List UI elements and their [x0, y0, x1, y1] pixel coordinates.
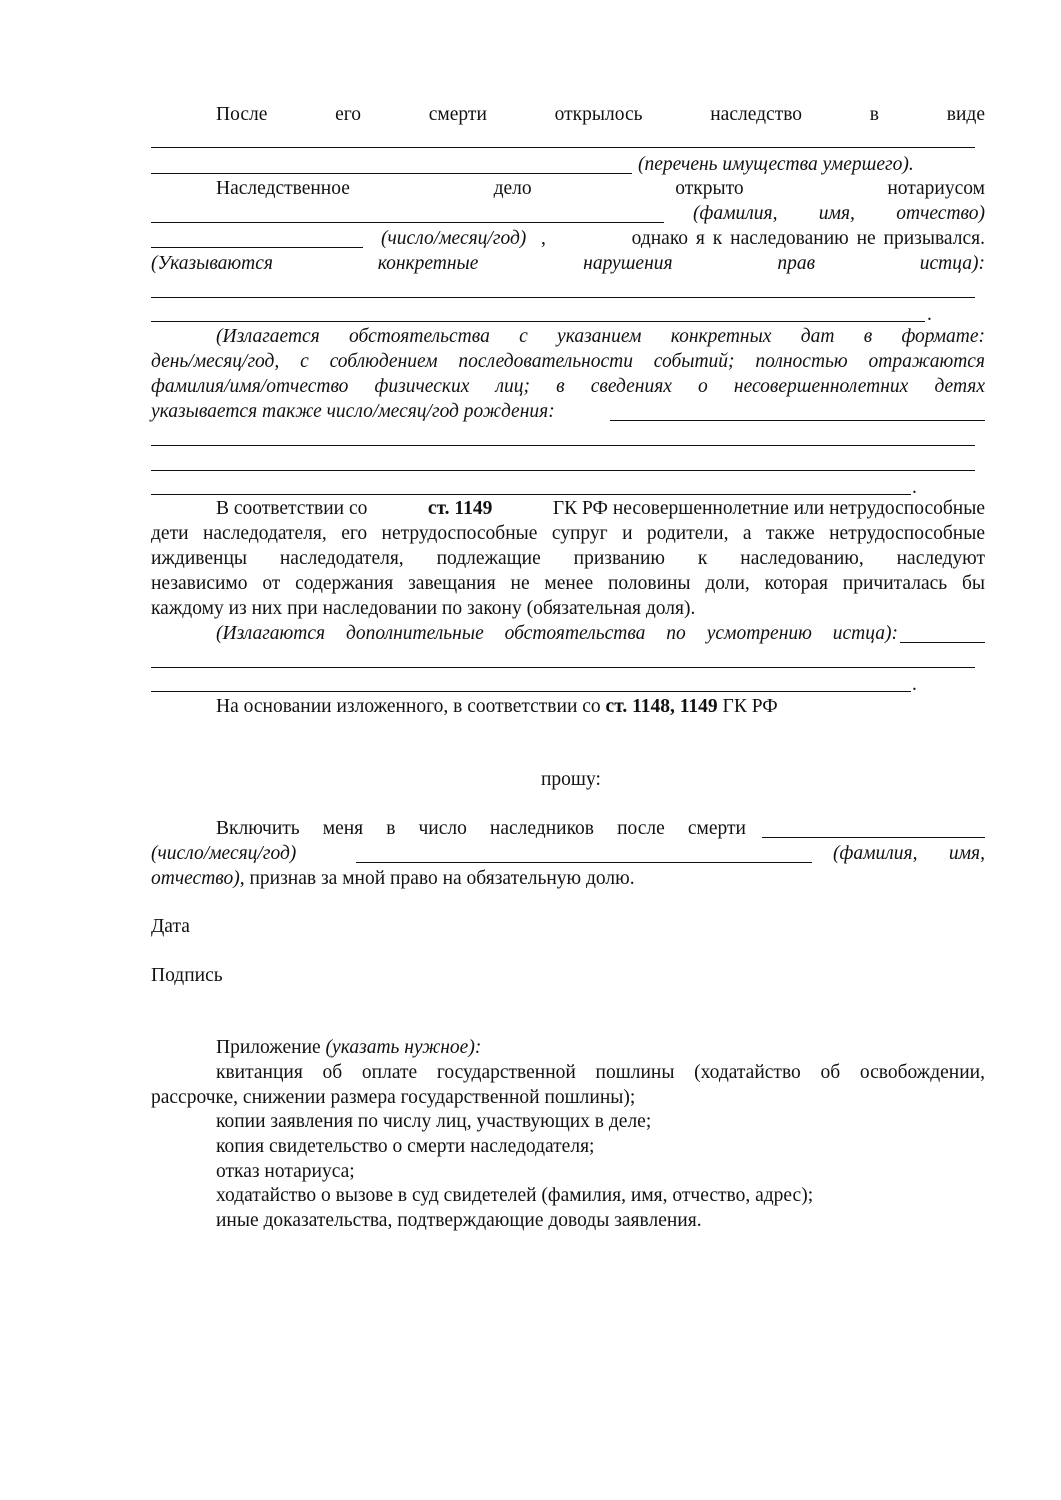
period: .	[927, 304, 932, 325]
word: нарушения	[583, 253, 673, 274]
article-reference: ст. 1148, 1149	[605, 696, 718, 717]
additional-circumstances: (Излагаются дополнительные обстоятельства по усмотрению истца):	[216, 623, 898, 644]
appendix-title: Приложение	[216, 1037, 321, 1058]
word: открыто	[675, 178, 744, 199]
violations-line	[151, 251, 985, 276]
body-line: дети наследодателя, его нетрудоспособные супруг и родители, а также нетрудоспособные	[151, 523, 985, 544]
word: (Указываются	[151, 253, 273, 274]
word: нотариусом	[887, 178, 985, 199]
word: конкретные	[377, 253, 479, 274]
period: .	[912, 674, 917, 695]
word: (фамилия,	[833, 843, 918, 864]
word: виде	[946, 104, 985, 125]
word: имя,	[818, 203, 855, 224]
inheritance-line	[151, 102, 985, 127]
word: число	[418, 818, 467, 839]
fill-line	[151, 321, 925, 322]
fill-line	[762, 837, 985, 838]
fill-line	[356, 862, 812, 863]
word: истца):	[919, 253, 985, 274]
word: смерти	[687, 818, 746, 839]
article-reference: ст. 1149	[427, 498, 493, 519]
appendix-item: иные доказательства, подтверждающие доводы заявления.	[216, 1210, 702, 1231]
fill-line	[151, 147, 975, 148]
body-line: каждому из них при наследовании по закону (обязательная доля).	[151, 598, 696, 619]
word: после	[617, 818, 665, 839]
fill-line	[900, 642, 985, 643]
text-segment: ГК РФ несовершеннолетние или нетрудоспособные	[552, 498, 985, 519]
include-line	[216, 816, 746, 841]
appendix-note: (указать нужное):	[325, 1037, 482, 1058]
fill-line	[151, 297, 975, 298]
word: открылось	[554, 104, 643, 125]
request-title: прошу:	[541, 769, 601, 790]
period: .	[912, 477, 917, 498]
text-segment: В соответствии со	[216, 498, 368, 519]
word: его	[335, 104, 362, 125]
body-line: независимо от содержания завещания не менее половины доли, которая причиталась бы	[151, 573, 985, 594]
word: (фамилия,	[693, 203, 778, 224]
circumstances-line: фамилия/имя/отчество физических лиц; в сведениях о несовершеннолетних детях	[151, 376, 985, 397]
fill-line	[610, 420, 985, 421]
notary-line	[151, 176, 985, 201]
fill-line	[151, 470, 975, 471]
word: отчество)	[896, 203, 985, 224]
name-note	[833, 841, 985, 866]
fill-line	[151, 691, 911, 692]
appendix-item: отказ нотариуса;	[216, 1161, 355, 1182]
circumstances-line: указывается также число/месяц/год рождения:	[151, 401, 555, 422]
fill-line	[151, 667, 975, 668]
appendix-item: ходатайство о вызове в суд свидетелей (фамилия, имя, отчество, адрес);	[216, 1185, 814, 1206]
mandatory-share-line	[151, 866, 985, 891]
fill-line	[151, 247, 363, 248]
word: Наследственное	[216, 178, 350, 199]
appendix-item: копии заявления по числу лиц, участвующих в деле;	[216, 1111, 652, 1132]
fill-line	[151, 173, 632, 174]
date-note: (число/месяц/год)	[381, 228, 527, 249]
text-segment: , признав за мной право на обязательную долю.	[239, 868, 635, 889]
comma: ,	[541, 228, 546, 249]
text-segment: ГК РФ	[722, 696, 778, 717]
patronymic-note: отчество)	[151, 868, 240, 889]
word: в	[869, 104, 880, 125]
word: наследство	[710, 104, 803, 125]
body-line: иждивенцы наследодателя, подлежащие призванию к наследованию, наследуют	[151, 548, 985, 569]
word: прав	[777, 253, 816, 274]
appendix-item: копия свидетельство о смерти наследодателя;	[216, 1136, 595, 1157]
article-1149-line	[151, 496, 985, 521]
word: имя,	[948, 843, 985, 864]
appendix-item: рассрочке, снижении размера государственной пошлины);	[151, 1087, 636, 1108]
not-called-text: однако я к наследованию не призывался.	[631, 228, 985, 249]
word: меня	[322, 818, 364, 839]
fill-line	[151, 494, 911, 495]
word: Включить	[216, 818, 300, 839]
word: После	[216, 104, 268, 125]
appendix-item: квитанция об оплате государственной пошлины (ходатайство об освобождении,	[216, 1062, 985, 1083]
property-list-note: (перечень имущества умершего).	[638, 154, 914, 175]
text-segment: На основании изложенного, в соответствии со	[216, 696, 601, 717]
signature-label: Подпись	[151, 965, 223, 986]
date-label: Дата	[151, 916, 190, 937]
word: дело	[493, 178, 532, 199]
notary-name-note	[693, 201, 985, 226]
death-date-note: (число/месяц/год)	[151, 843, 297, 864]
fill-line	[151, 222, 664, 223]
word: наследников	[489, 818, 595, 839]
word: в	[386, 818, 396, 839]
circumstances-line: (Излагается обстоятельства с указанием конкретных дат в формате:	[216, 326, 985, 347]
basis-line	[216, 694, 985, 719]
fill-line	[151, 445, 975, 446]
circumstances-line: день/месяц/год, с соблюдением последовательности событий; полностью отражаются	[151, 351, 985, 372]
appendix-title-line	[216, 1035, 816, 1060]
word: смерти	[428, 104, 487, 125]
